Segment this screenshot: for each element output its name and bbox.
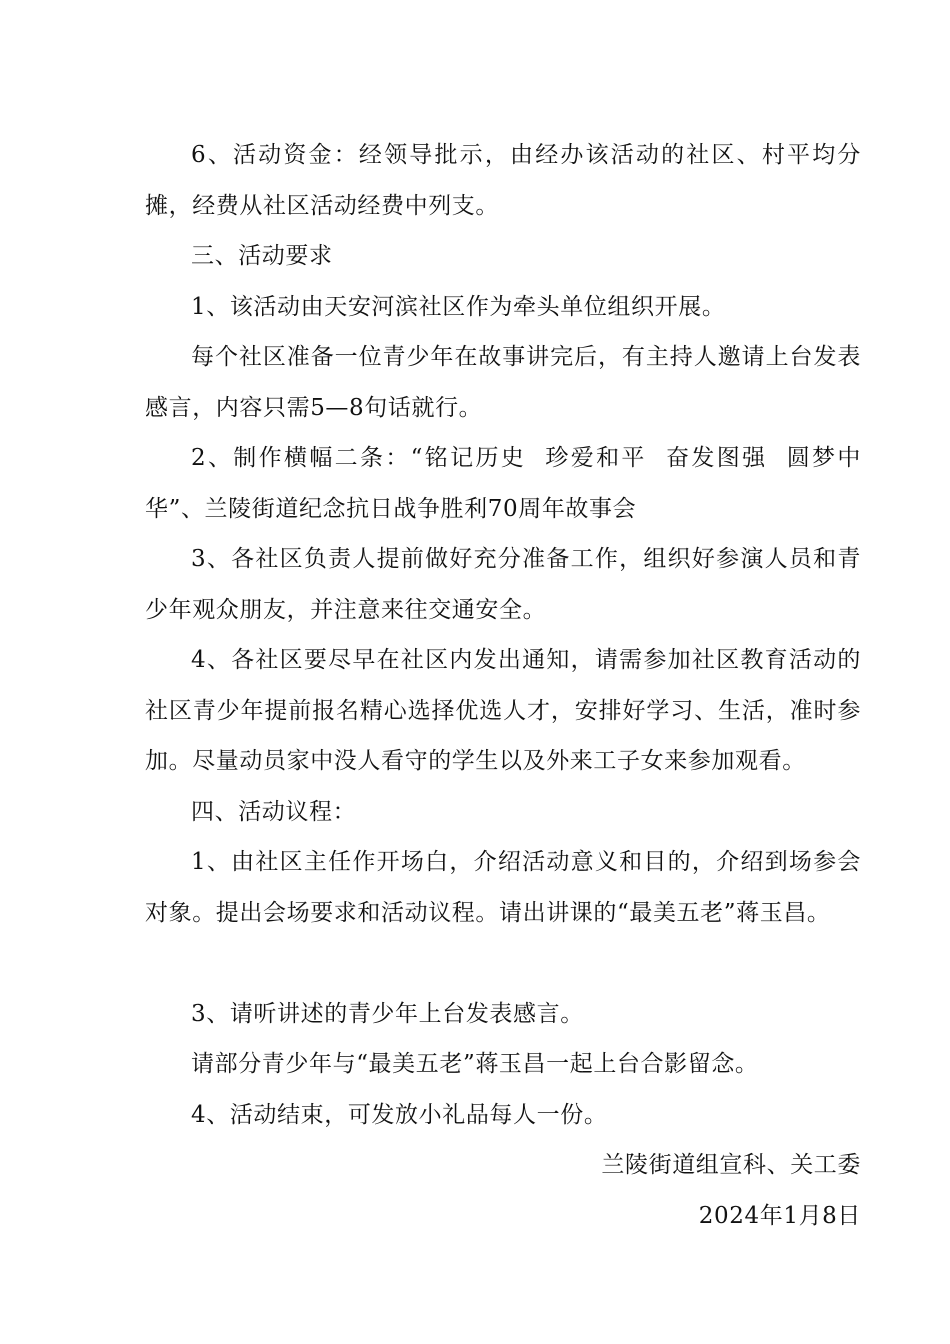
paragraph-agenda-3: 3、请听讲述的青少年上台发表感言。: [191, 1000, 584, 1027]
heading-activity-agenda: 四、活动议程：: [191, 798, 357, 825]
paragraph-youth-speech: 每个社区准备一位青少年在故事讲完后，有主持人邀请上台发表感言，内容只需5—8句话就行。: [145, 344, 861, 421]
heading-activity-requirements: 三、活动要求: [191, 243, 333, 269]
paragraph-funding: 6、活动资金：经领导批示，由经办该活动的社区、村平均分摊，经费从社区活动经费中列支。: [145, 142, 861, 219]
paragraph-group-photo: 请部分青少年与“最美五老”蒋玉昌一起上台合影留念。: [191, 1051, 759, 1077]
paragraph-agenda-1: 1、由社区主任作开场白，介绍活动意义和目的，介绍到场参会对象。提出会场要求和活动议程。请出讲课的“最美五老”蒋玉昌。: [145, 849, 861, 926]
signature-date: 2024年1月8日: [698, 1202, 861, 1229]
paragraph-requirement-1: 1、该活动由天安河滨社区作为牵头单位组织开展。: [191, 293, 726, 320]
paragraph-agenda-4: 4、活动结束，可发放小礼品每人一份。: [191, 1101, 608, 1128]
paragraph-requirement-3: 3、各社区负责人提前做好充分准备工作，组织好参演人员和青少年观众朋友，并注意来往交通安全。: [145, 546, 861, 623]
signature-organization: 兰陵街道组宣科、关工委: [601, 1152, 861, 1178]
paragraph-banners: 2、制作横幅二条：“铭记历史 珍爱和平 奋发图强 圆梦中华”、兰陵街道纪念抗日战争胜利70周年故事会: [145, 445, 861, 522]
blank-line: [145, 938, 861, 989]
paragraph-requirement-4: 4、各社区要尽早在社区内发出通知，请需参加社区教育活动的社区青少年提前报名精心选择优选人才，安排好学习、生活，准时参加。尽量动员家中没人看守的学生以及外来工子女来参加观看。: [145, 647, 861, 774]
document-page: [145, 130, 861, 1241]
